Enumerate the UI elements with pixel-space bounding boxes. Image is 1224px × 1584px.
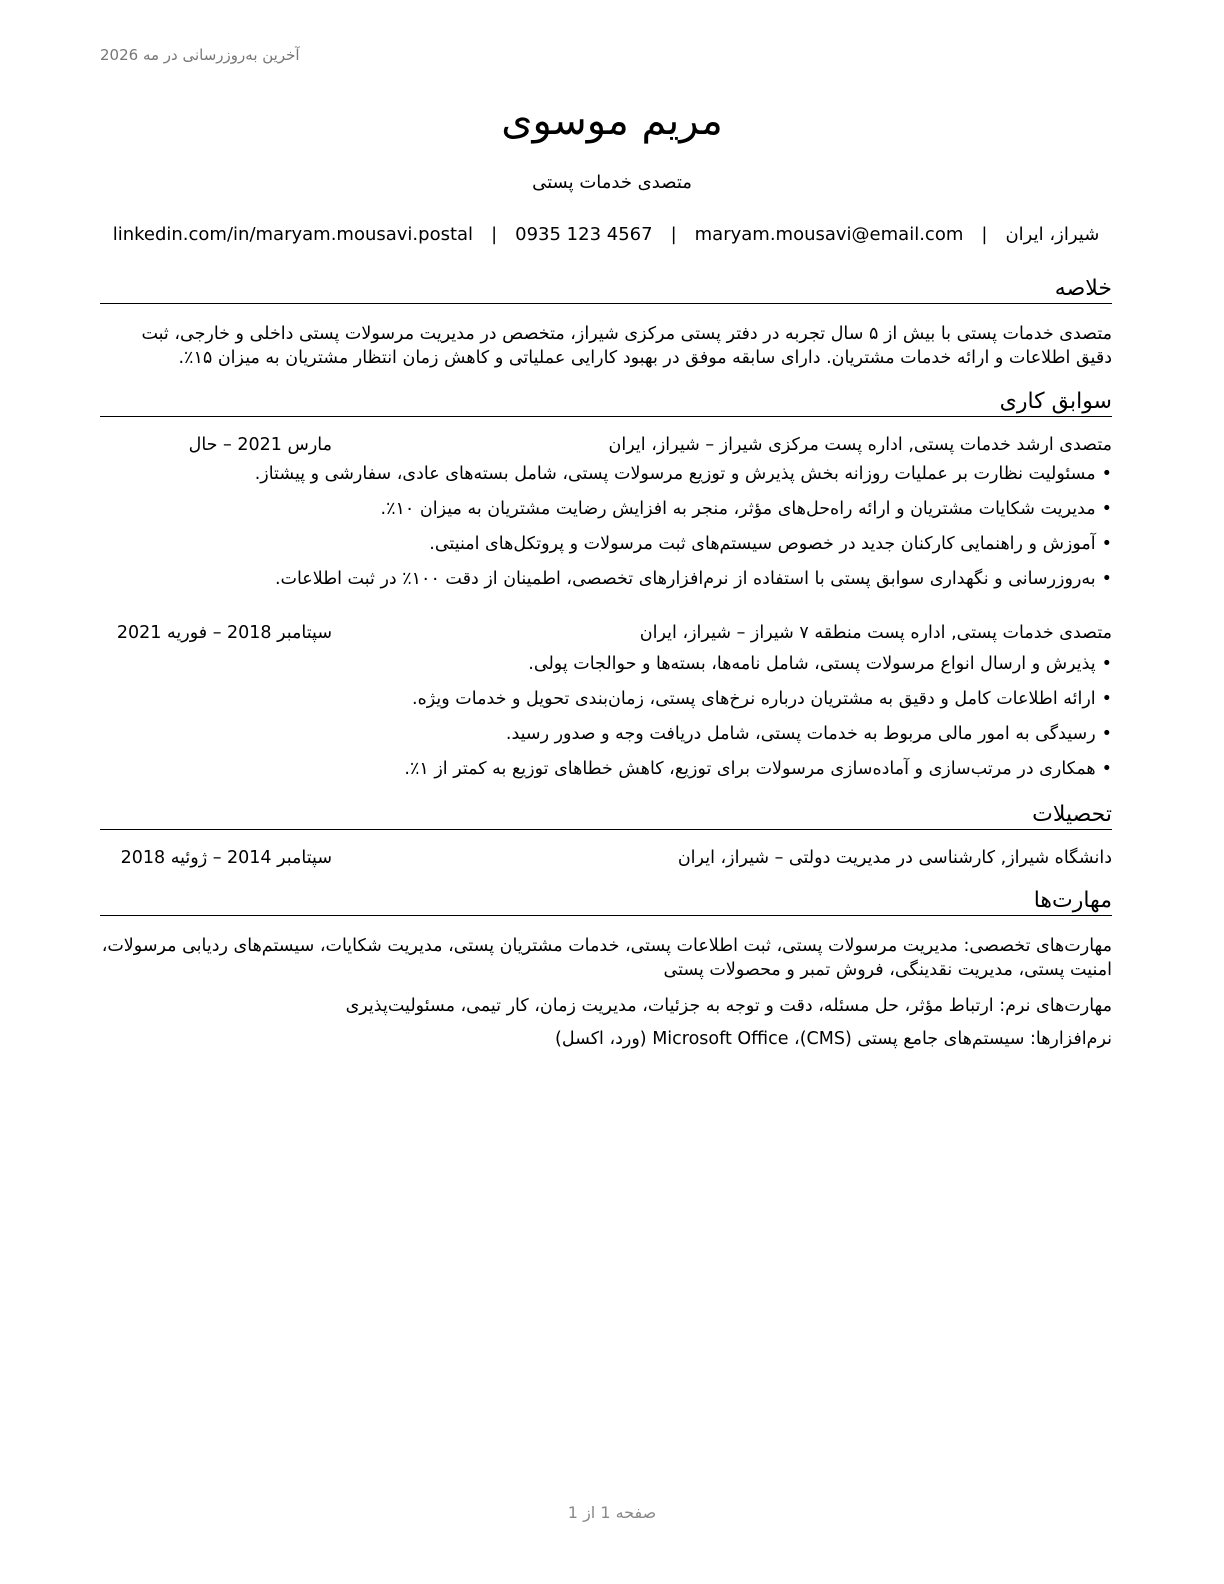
education-title: دانشگاه شیراز, کارشناسی در مدیریت دولتی – شیراز، ایران — [677, 848, 1112, 868]
list-item: •پذیرش و ارسال انواع مرسولات پستی، شامل نامه‌ها، بسته‌ها و حوالجات پولی. — [528, 654, 1112, 674]
list-item: •رسیدگی به امور مالی مربوط به خدمات پستی، شامل دریافت وجه و صدور رسید. — [505, 724, 1112, 744]
bullet-dot: • — [1101, 724, 1112, 744]
section-heading-experience: سوابق کاری — [100, 389, 1112, 417]
bullet-dot: • — [1101, 569, 1112, 589]
list-item: •آموزش و راهنمایی کارکنان جدید در خصوص سیستم‌های ثبت مرسولات و پروتکل‌های امنیتی. — [429, 534, 1112, 554]
bullet-dot: • — [1101, 759, 1112, 779]
job-bullets-1 — [100, 462, 1112, 602]
bullet-dot: • — [1101, 534, 1112, 554]
bullet-dot: • — [1101, 464, 1112, 484]
contact-separator: | — [670, 224, 677, 245]
education-dates: سپتامبر 2014 – ژوئیه 2018 — [120, 848, 332, 868]
contact-location: شیراز، ایران — [1005, 224, 1100, 245]
page-number: صفحه 1 از 1 — [567, 1503, 657, 1522]
bullet-dot: • — [1101, 499, 1112, 519]
list-item: •مسئولیت نظارت بر عملیات روزانه بخش پذیرش و توزیع مرسولات پستی، شامل بسته‌های عادی، سفارشی و پیشتاز. — [254, 464, 1112, 484]
contact-phone[interactable]: 0935 123 4567 — [515, 224, 653, 245]
last-updated-note: آخرین به‌روزرسانی در مه 2026 — [100, 46, 300, 64]
section-heading-education: تحصیلات — [100, 802, 1112, 830]
job-title-1: متصدی ارشد خدمات پستی, اداره پست مرکزی شیراز – شیراز، ایران — [608, 435, 1112, 455]
contact-line — [100, 224, 1112, 245]
skills-technical: مهارت‌های تخصصی: مدیریت مرسولات پستی، ثبت اطلاعات پستی، خدمات مشتریان پستی، مدیریت شکایات، سیستم‌های ردیابی مرسولات، امنیت پستی، مدیریت نقدینگی، فروش تمبر و محصولات پستی — [101, 936, 1112, 980]
summary-text: متصدی خدمات پستی با بیش از ۵ سال تجربه در دفتر پستی مرکزی شیراز، متخصص در مدیریت مرسولات پستی داخلی و خارجی، ثبت دقیق اطلاعات و ارائه خدمات مشتریان. دارای سابقه موفق در بهبود کارایی عملیاتی و کاهش زمان انتظار مشتریان به میزان ۱۵٪. — [141, 324, 1112, 368]
job-title-2: متصدی خدمات پستی, اداره پست منطقه ۷ شیراز – شیراز، ایران — [639, 623, 1112, 643]
job-dates-1: مارس 2021 – حال — [188, 435, 332, 455]
section-heading-summary: خلاصه — [100, 276, 1112, 304]
list-item: •ارائه اطلاعات کامل و دقیق به مشتریان درباره نرخ‌های پستی، زمان‌بندی تحویل و خدمات ویژه. — [412, 689, 1112, 709]
contact-linkedin[interactable]: linkedin.com/in/maryam.mousavi.postal — [112, 224, 474, 245]
contact-separator: | — [981, 224, 988, 245]
list-item: •به‌روزرسانی و نگهداری سوابق پستی با استفاده از نرم‌افزارهای تخصصی، اطمینان از دقت ۱۰۰٪ در ثبت اطلاعات. — [274, 569, 1112, 589]
job-dates-2: سپتامبر 2018 – فوریه 2021 — [116, 623, 332, 643]
contact-email[interactable]: maryam.mousavi@email.com — [694, 224, 964, 245]
person-name: مریم موسوی — [501, 98, 723, 144]
job-bullets-2 — [100, 652, 1112, 792]
bullet-dot: • — [1101, 689, 1112, 709]
job-title: متصدی خدمات پستی — [532, 172, 692, 193]
skills-soft: مهارت‌های نرم: ارتباط مؤثر، حل مسئله، دقت و توجه به جزئیات، مدیریت زمان، کار تیمی، مسئولیت‌پذیری — [345, 996, 1112, 1016]
list-item: •همکاری در مرتب‌سازی و آماده‌سازی مرسولات برای توزیع، کاهش خطاهای توزیع به کمتر از ۱٪. — [404, 759, 1112, 779]
contact-separator: | — [491, 224, 498, 245]
list-item: •مدیریت شکایات مشتریان و ارائه راه‌حل‌های مؤثر، منجر به افزایش رضایت مشتریان به میزان ۱۰٪. — [380, 499, 1112, 519]
bullet-dot: • — [1101, 654, 1112, 674]
skills-software: نرم‌افزارها: سیستم‌های جامع پستی (CMS)، Microsoft Office (ورد، اکسل) — [555, 1029, 1112, 1049]
section-heading-skills: مهارت‌ها — [100, 888, 1112, 916]
